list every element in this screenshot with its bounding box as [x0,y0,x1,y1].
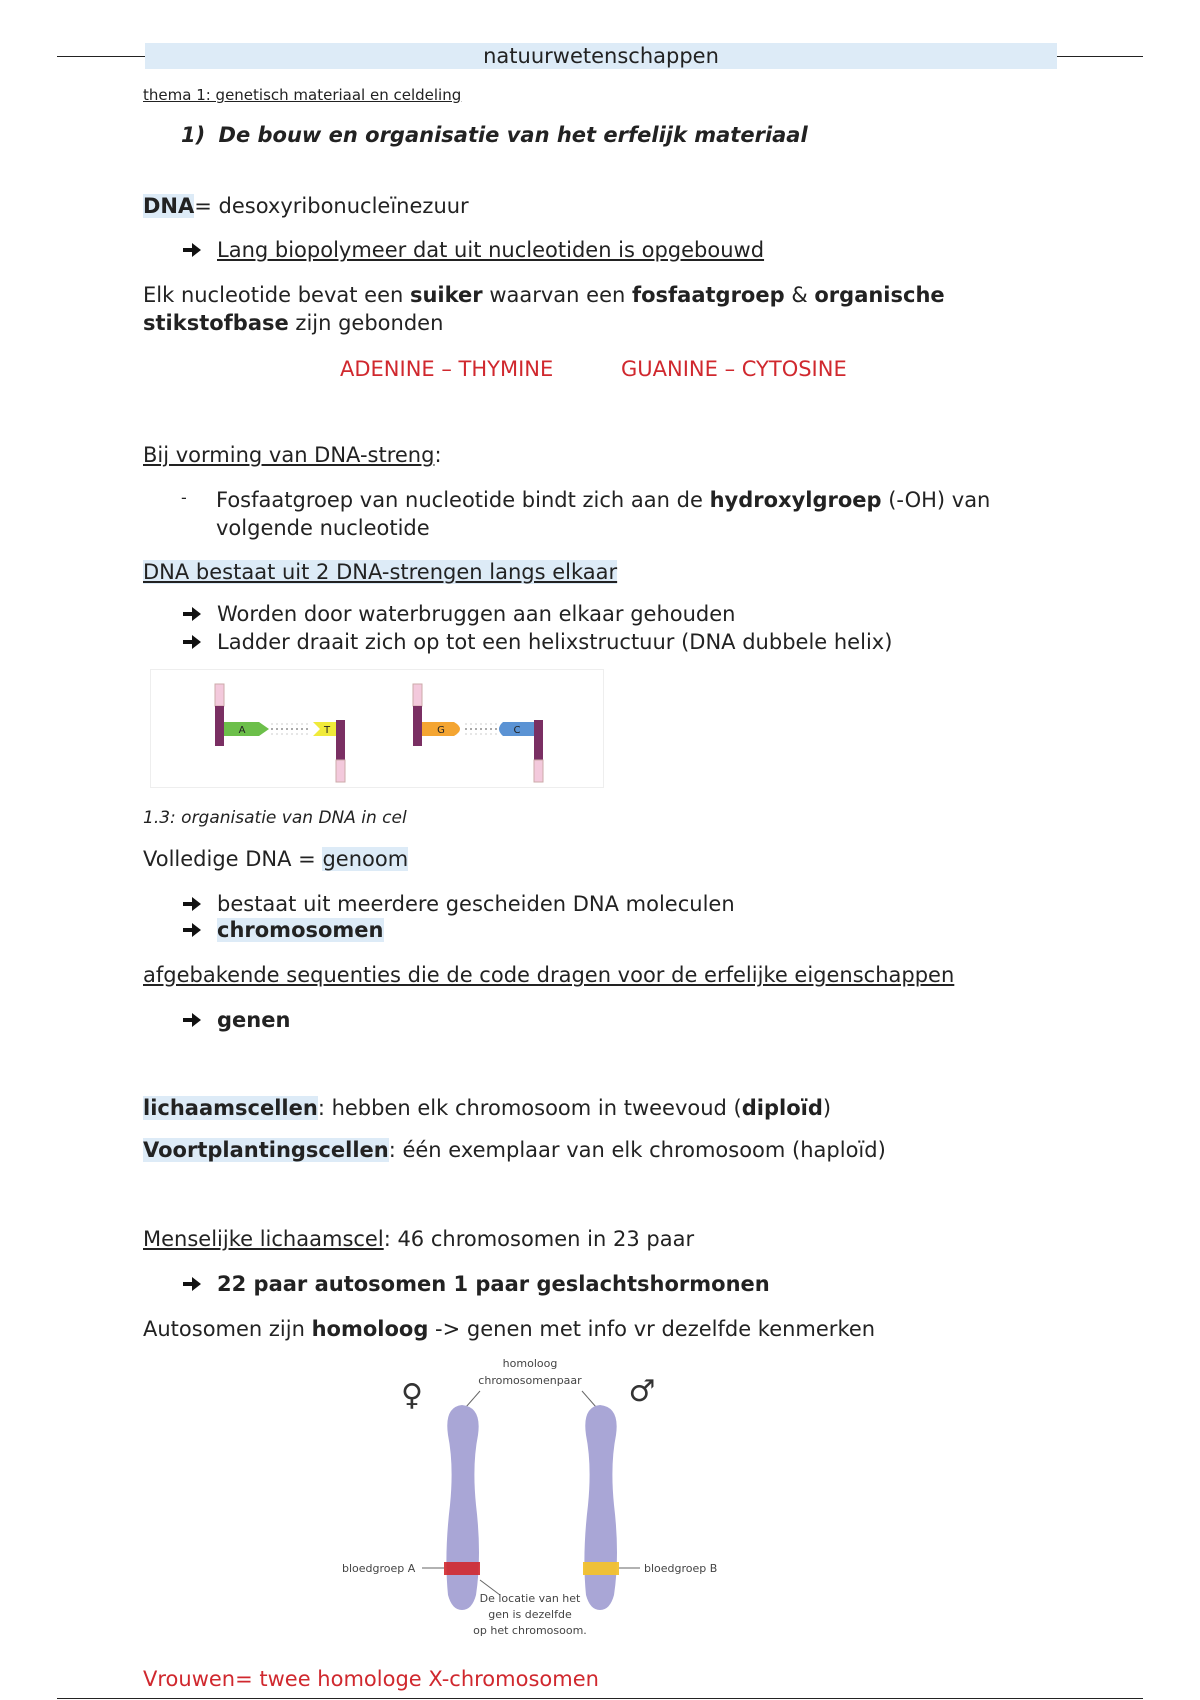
formation-item-text-1: Fosfaatgroep van nucleotide bindt zich aan de [216,488,710,512]
nucleotide-sugar: suiker [409,283,483,307]
organisation-caption: 1.3: organisatie van DNA in cel [143,808,407,828]
nucleotide-text-2: waarvan een [482,283,632,307]
formation-colon: : [434,443,442,467]
header-bar [145,43,1057,69]
footer-rule [57,1698,1143,1699]
nucleotide-base: stikstofbase [143,311,289,335]
genome-term: genoom [322,847,409,871]
strand-left-dark [215,706,224,746]
formation-item-line-2: volgende nucleotide [216,516,430,540]
germ-term: Voortplantingscellen [143,1138,389,1162]
female-icon: ♀ [401,1378,423,1413]
male-icon: ♂ [628,1374,656,1409]
arrow-right-icon [181,241,203,259]
label-location-2: gen is dezelfde [488,1608,572,1621]
nucleotide-text-1: Elk nucleotide bevat een [143,283,410,307]
arrow-right-icon [181,921,203,939]
arrow-right-icon [181,633,203,651]
label-chromosome-pair: chromosomenpaar [478,1374,582,1387]
double-strand-line: DNA bestaat uit 2 DNA-strengen langs elkaar [143,560,618,584]
somatic-end: ) [822,1096,832,1120]
autosome-bullet [181,1272,770,1296]
nucleotide-line-2 [143,311,443,335]
nucleotide-text-4: zijn gebonden [288,311,444,335]
chromosome-diagram [330,1355,740,1640]
header-rule-right [1057,56,1143,57]
section-number: 1) [181,123,206,147]
double-bullet-2-text: Ladder draait zich op tot een helixstructuur (DNA dubbele helix) [217,630,893,654]
dna-definition [143,194,469,218]
double-bullet-2 [181,630,892,654]
dna-bullet-text: Lang biopolymeer dat uit nucleotiden is opgebouwd [217,238,765,262]
header-rule-left [57,56,145,57]
chromosome-left [446,1405,479,1610]
homologous-term: homoloog [311,1317,429,1341]
base-pair-figure [150,669,604,788]
arrow-right-icon [181,605,203,623]
double-bullet-1-text: Worden door waterbruggen aan elkaar gehouden [217,602,736,626]
formation-heading-text: Bij vorming van DNA-streng [143,443,435,467]
human-heading: Menselijke lichaamscel [143,1227,384,1251]
label-homologous: homoloog [502,1357,558,1370]
dna-definition-text: = desoxyribonucleïnezuur [194,194,469,218]
arrow-right-icon [181,895,203,913]
nucleotide-text-3: & [784,283,815,307]
label-t: T [323,725,331,736]
label-c: C [513,725,521,736]
section-title-text: De bouw en organisatie van het erfelijk materiaal [218,123,808,147]
somatic-line [143,1096,831,1120]
genes-bullet [181,1008,290,1032]
footer-line: Vrouwen= twee homologe X-chromosomen [143,1667,599,1691]
label-blood-b: bloedgroep B [644,1562,718,1575]
genome-bullet-2 [181,918,384,942]
chromosomes-term: chromosomen [217,918,384,942]
genome-bullet-1 [181,892,735,916]
section-title [181,123,808,147]
arrow-right-icon [181,1275,203,1293]
label-location-3: op het chromosoom. [473,1624,587,1637]
sequences-line: afgebakende sequenties die de code dragen voor de erfelijke eigenschappen [143,963,955,987]
strand-right-dark [336,720,345,760]
dna-bullet [181,238,764,262]
genome-line [143,847,408,871]
nucleotide-phosphate: fosfaatgroep [631,283,785,307]
diploid-term: diploïd [741,1096,823,1120]
label-location-1: De locatie van het [479,1592,581,1605]
base-pair-diagram [151,670,603,787]
dna-term: DNA [143,194,195,218]
base-pair-at: ADENINE – THYMINE [340,357,554,381]
homologous-line [143,1317,875,1341]
gene-band-a [444,1562,480,1575]
strand-left-pale [215,684,224,706]
genes-term: genen [217,1008,291,1032]
gene-band-b [583,1562,619,1575]
strand-right-pale [336,760,345,782]
autosome-bullet-text: 22 paar autosomen 1 paar geslachtshormonen [217,1272,770,1296]
homologous-figure [330,1355,740,1640]
label-a: A [238,725,246,736]
homologous-text-1: Autosomen zijn [143,1317,312,1341]
genome-bullet-1-text: bestaat uit meerdere gescheiden DNA moleculen [217,892,735,916]
adenine-shape [224,722,269,736]
label-g: G [437,725,445,736]
formation-item-line-1 [216,488,990,512]
human-line [143,1227,694,1251]
human-text: : 46 chromosomen in 23 paar [383,1227,695,1251]
arrow-right-icon [181,1011,203,1029]
genome-text: Volledige DNA = [143,847,323,871]
somatic-term: lichaamscellen [143,1096,318,1120]
label-blood-a: bloedgroep A [342,1562,416,1575]
somatic-text: : hebben elk chromosoom in tweevoud ( [317,1096,742,1120]
header-title: natuurwetenschappen [483,44,719,68]
homologous-text-2: -> genen met info vr dezelfde kenmerken [428,1317,876,1341]
germ-line [143,1138,886,1162]
base-pair-gc: GUANINE – CYTOSINE [621,357,847,381]
chromosome-right [584,1405,617,1610]
formation-dash: - [181,488,187,507]
header-subtitle: thema 1: genetisch materiaal en celdeling [143,86,462,104]
formation-heading [143,443,442,467]
formation-item-text-2: (-OH) van [881,488,991,512]
nucleotide-organic: organische [814,283,945,307]
germ-text: : één exemplaar van elk chromosoom (haploïd) [388,1138,886,1162]
nucleotide-line-1 [143,283,945,307]
formation-hydroxyl: hydroxylgroep [709,488,882,512]
double-bullet-1 [181,602,735,626]
